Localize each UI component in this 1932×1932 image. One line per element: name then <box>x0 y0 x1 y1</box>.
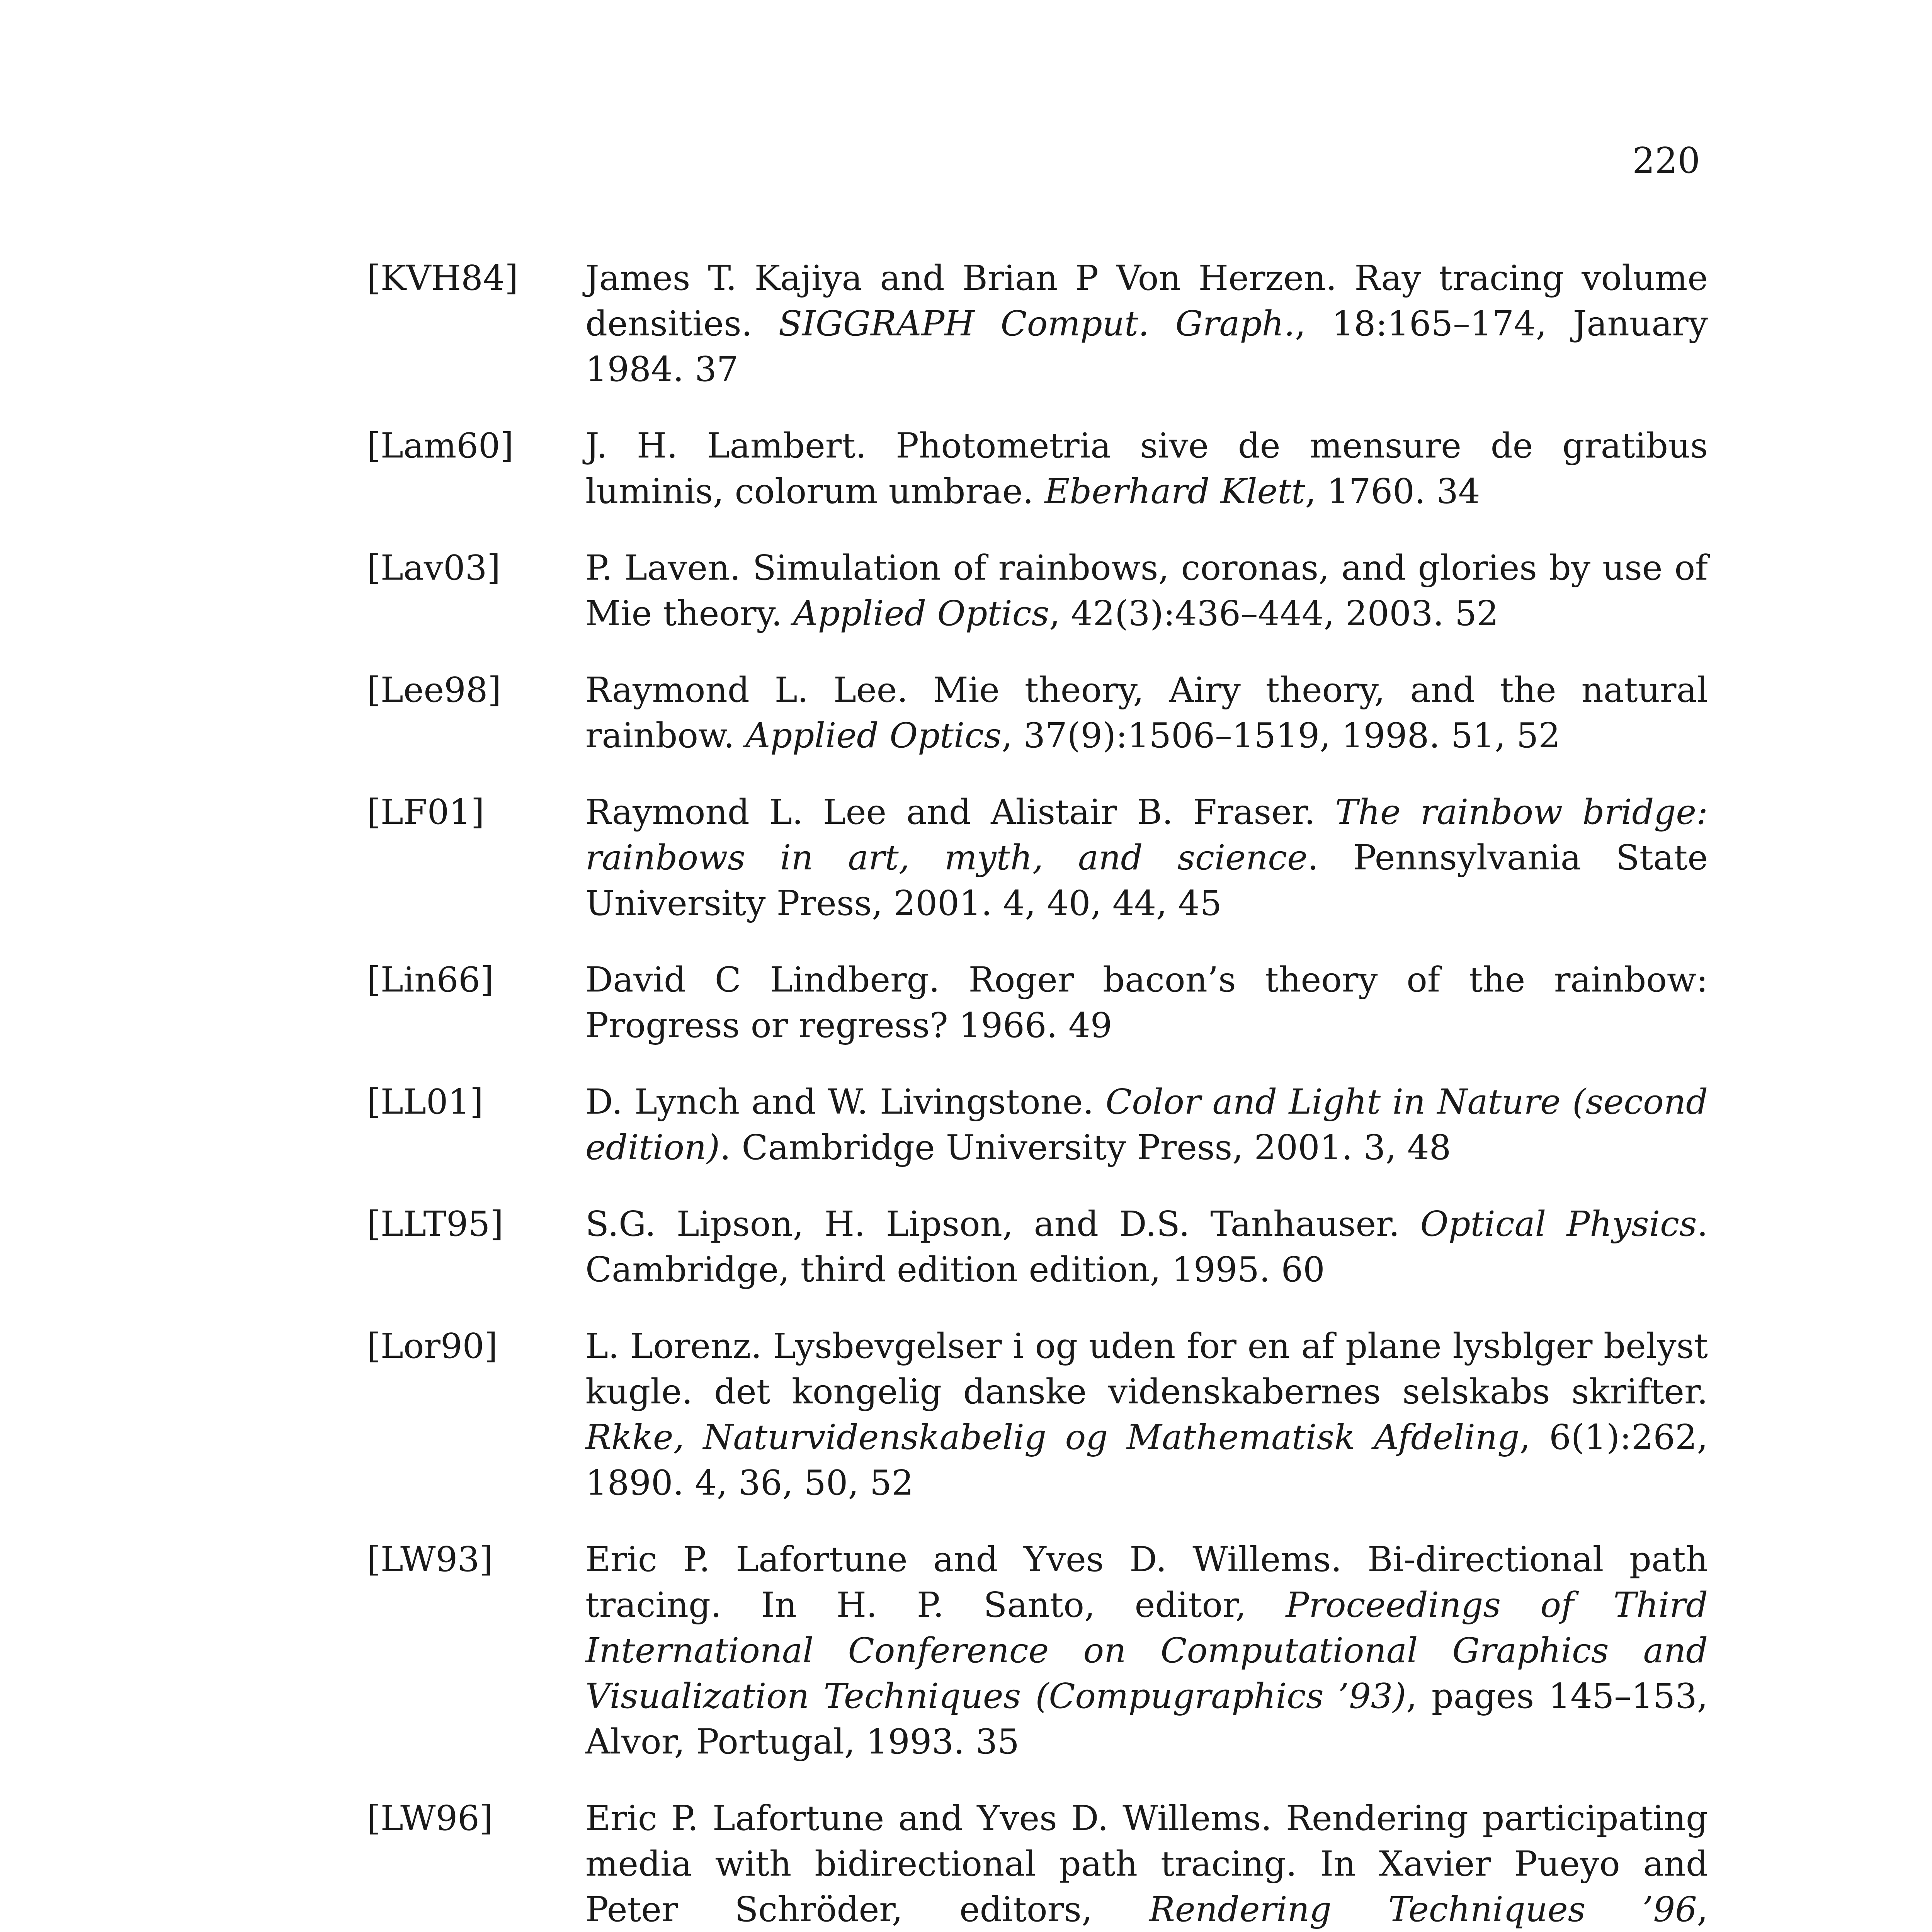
citation-segment: , <box>1697 1889 1708 1929</box>
bib-entry <box>367 1795 1708 1932</box>
bib-entry <box>367 957 1708 1048</box>
bib-citation <box>585 1795 1708 1932</box>
citation-segment: . Cambridge University Press, 2001. 3, 48 <box>719 1127 1451 1167</box>
citation-segment: Raymond L. Lee and Alistair B. Fraser. <box>585 792 1335 832</box>
bib-citation <box>585 789 1708 926</box>
citation-segment: , 42(3):436–444, 2003. 52 <box>1049 593 1499 633</box>
citation-italic-segment: SIGGRAPH Comput. Graph. <box>778 303 1295 344</box>
bib-key: [LW96] <box>367 1798 493 1838</box>
bib-citation <box>585 1536 1708 1764</box>
page-number: 220 <box>1632 140 1700 181</box>
bib-citation <box>585 957 1708 1048</box>
bib-key: [Lin66] <box>367 959 494 1000</box>
citation-segment: Raymond L. Lee. Mie theory, Airy theory, and the natural rainbow. <box>585 670 1708 755</box>
bib-citation <box>585 1201 1708 1292</box>
citation-segment: P. Laven. Simulation of rainbows, coronas, and glories by use of Mie theory. <box>585 548 1708 633</box>
bib-key: [LL01] <box>367 1082 483 1122</box>
citation-segment: James T. Kajiya and Brian P Von Herzen. Ray tracing volume densities. <box>585 258 1708 344</box>
citation-segment: , pages 145–153, Alvor, Portugal, 1993. 35 <box>585 1676 1708 1762</box>
citation-segment: Eric P. Lafortune and Yves D. Willems. Bi-directional path tracing. In H. P. Santo, editor, <box>585 1539 1708 1625</box>
bib-entry <box>367 789 1708 926</box>
citation-segment: David C Lindberg. Roger bacon’s theory of the rainbow: Progress or regress? 1966. 49 <box>585 959 1708 1045</box>
bib-entry <box>367 1536 1708 1764</box>
citation-italic-segment: Rkke, Naturvidenskabelig og Mathematisk Afdeling <box>585 1417 1520 1457</box>
bib-citation <box>585 255 1708 392</box>
bib-key: [Lee98] <box>367 670 502 710</box>
bib-citation <box>585 1079 1708 1170</box>
bib-citation <box>585 1323 1708 1505</box>
citation-segment: , 37(9):1506–1519, 1998. 51, 52 <box>1001 715 1561 755</box>
bib-entry <box>367 1201 1708 1292</box>
bib-entry <box>367 1323 1708 1505</box>
bib-key: [LLT95] <box>367 1204 504 1244</box>
bib-entry <box>367 667 1708 758</box>
citation-segment: , 6(1):262, 1890. 4, 36, 50, 52 <box>585 1417 1708 1503</box>
citation-segment: J. H. Lambert. Photometria sive de mensure de gratibus luminis, colorum umbrae. <box>585 425 1708 511</box>
citation-segment: S.G. Lipson, H. Lipson, and D.S. Tanhauser. <box>585 1204 1420 1244</box>
citation-segment: . Cambridge, third edition edition, 1995. 60 <box>585 1204 1708 1289</box>
bib-key: [Lam60] <box>367 425 514 466</box>
citation-segment: Eric P. Lafortune and Yves D. Willems. Rendering participating media with bidirectional path tracing. In Xavier Pueyo and Peter Schröder, editors, <box>585 1798 1708 1929</box>
citation-italic-segment: The rainbow bridge: rainbows in art, myth, and science <box>585 792 1708 878</box>
bib-entry <box>367 545 1708 636</box>
citation-italic-segment: Proceedings of Third International Conference on Computational Graphics and Visualization Techniques (Compugraphics ’93) <box>585 1585 1708 1716</box>
citation-segment: . Pennsylvania State University Press, 2001. 4, 40, 44, 45 <box>585 837 1708 923</box>
citation-segment: L. Lorenz. Lysbevgelser i og uden for en af plane lysblger belyst kugle. det kongelig danske videnskabernes selskabs skrifter. <box>585 1326 1708 1412</box>
bib-key: [Lor90] <box>367 1326 498 1366</box>
bib-entry <box>367 1079 1708 1170</box>
bibliography-list <box>367 255 1708 1932</box>
citation-italic-segment: Applied Optics <box>793 593 1049 633</box>
bib-citation <box>585 667 1708 758</box>
bib-key: [LW93] <box>367 1539 493 1579</box>
bib-entry <box>367 255 1708 392</box>
citation-segment: , 18:165–174, January 1984. 37 <box>585 303 1708 389</box>
citation-italic-segment: Applied Optics <box>745 715 1002 755</box>
citation-segment: , 1760. 34 <box>1305 471 1480 511</box>
bib-key: [KVH84] <box>367 258 519 298</box>
citation-segment: D. Lynch and W. Livingstone. <box>585 1082 1106 1122</box>
citation-italic-segment: Color and Light in Nature (second edition) <box>585 1082 1708 1167</box>
bib-citation <box>585 423 1708 514</box>
citation-italic-segment: Optical Physics <box>1420 1204 1697 1244</box>
citation-italic-segment: Eberhard Klett <box>1044 471 1305 511</box>
citation-italic-segment: Rendering Techniques ’96 <box>1149 1889 1697 1929</box>
bib-key: [Lav03] <box>367 548 501 588</box>
bib-citation <box>585 545 1708 636</box>
bib-key: [LF01] <box>367 792 485 832</box>
bib-entry <box>367 423 1708 514</box>
